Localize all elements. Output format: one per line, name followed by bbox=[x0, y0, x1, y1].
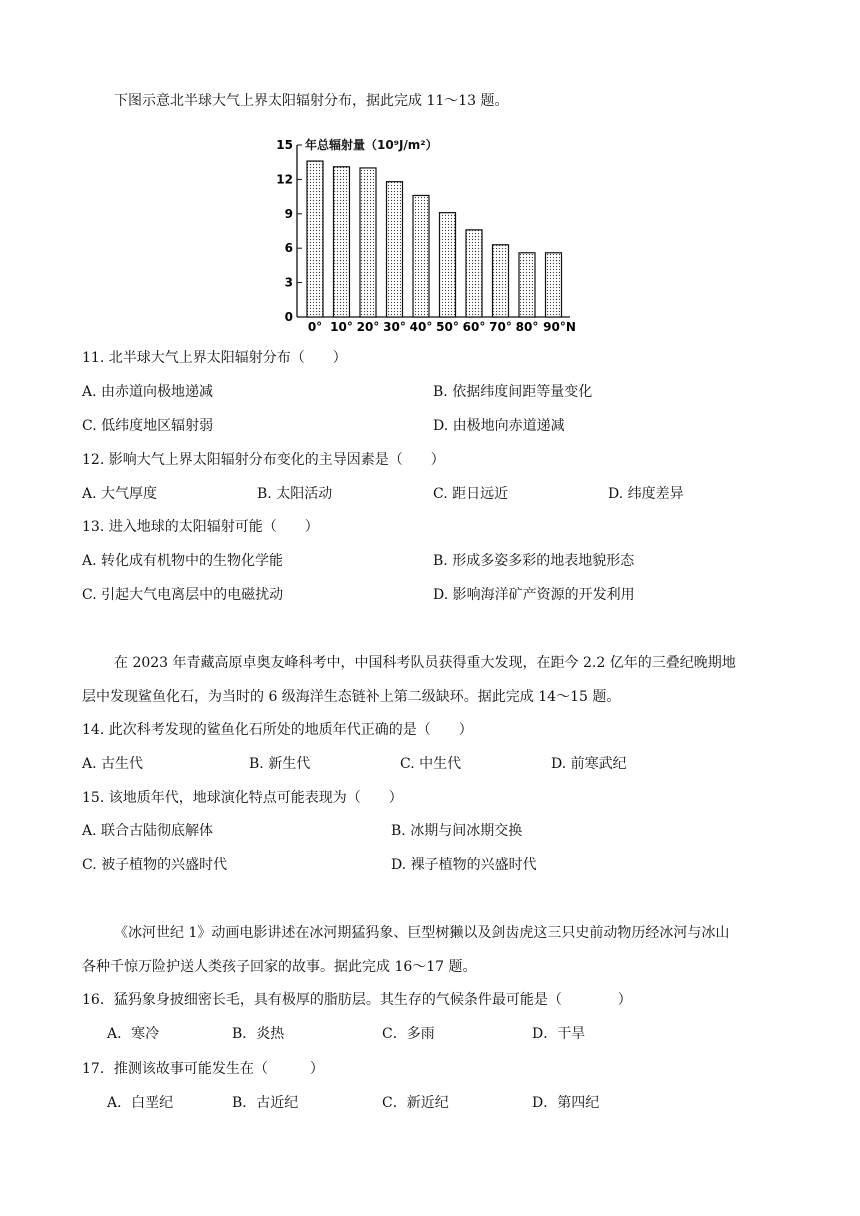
radiation-bar-chart bbox=[270, 130, 590, 335]
x-tick-label: 20° bbox=[356, 320, 380, 334]
x-tick-label: 10° bbox=[330, 320, 353, 334]
question-16-stem: 16．猛犸象身披细密长毛，具有极厚的脂肪层。其生存的气候条件最可能是（ ） bbox=[82, 992, 632, 1008]
q16-option-d[interactable]: D．干旱 bbox=[532, 1026, 586, 1042]
y-tick-label: 6 bbox=[284, 241, 293, 256]
q14-option-c[interactable]: C. 中生代 bbox=[400, 756, 462, 772]
q14-option-d[interactable]: D. 前寒武纪 bbox=[551, 756, 627, 772]
intro-paragraph-3-line-2: 各种千惊万险护送人类孩子回家的故事。据此完成 16～17 题。 bbox=[82, 959, 477, 975]
q17-option-b[interactable]: B．古近纪 bbox=[232, 1095, 299, 1111]
q12-option-a[interactable]: A. 大气厚度 bbox=[82, 486, 158, 502]
q15-option-b[interactable]: B. 冰期与间冰期交换 bbox=[391, 823, 523, 839]
intro-paragraph-2-line-1: 在 2023 年青藏高原卓奥友峰科考中，中国科考队员获得重大发现，在距今 2.2 亿年的三叠纪晚期地 bbox=[114, 655, 736, 671]
y-tick-label: 12 bbox=[276, 172, 293, 187]
q14-option-b[interactable]: B. 新生代 bbox=[249, 756, 311, 772]
bar bbox=[334, 167, 350, 317]
q16-option-b[interactable]: B．炎热 bbox=[232, 1026, 285, 1042]
bar bbox=[466, 230, 482, 317]
x-tick-label: 50° bbox=[436, 320, 459, 334]
y-tick-label: 15 bbox=[276, 138, 293, 152]
intro-paragraph-1: 下图示意北半球大气上界太阳辐射分布，据此完成 11～13 题。 bbox=[114, 93, 509, 109]
bar bbox=[387, 182, 403, 317]
y-tick-label: 3 bbox=[284, 275, 293, 290]
bar bbox=[413, 195, 429, 317]
x-tick-label: 90°N bbox=[543, 320, 576, 334]
q17-option-a[interactable]: A．白垩纪 bbox=[107, 1095, 174, 1111]
bar bbox=[546, 253, 562, 317]
q11-option-a[interactable]: A. 由赤道向极地递减 bbox=[82, 384, 214, 400]
question-11-stem: 11. 北半球大气上界太阳辐射分布（ ） bbox=[82, 350, 347, 366]
chart-title: 年总辐射量（10⁹J/m²） bbox=[305, 138, 438, 152]
x-tick-label: 30° bbox=[383, 320, 406, 334]
intro-paragraph-3-line-1: 《冰河世纪 1》动画电影讲述在冰河期猛犸象、巨型树獭以及剑齿虎这三只史前动物历经冰河与冰山 bbox=[114, 925, 730, 941]
bar bbox=[493, 245, 509, 317]
intro-paragraph-2-line-2: 层中发现鲨鱼化石，为当时的 6 级海洋生态链补上第二级缺环。据此完成 14～15 题。 bbox=[82, 689, 621, 705]
q14-option-a[interactable]: A. 古生代 bbox=[82, 756, 144, 772]
y-tick-label: 9 bbox=[284, 206, 293, 221]
y-tick-label: 0 bbox=[284, 310, 293, 324]
q17-option-c[interactable]: C．新近纪 bbox=[382, 1095, 449, 1111]
x-tick-label: 0° bbox=[307, 320, 323, 334]
q12-option-b[interactable]: B. 太阳活动 bbox=[257, 486, 333, 502]
question-14-stem: 14. 此次科考发现的鲨鱼化石所处的地质年代正确的是（ ） bbox=[82, 722, 473, 738]
bar bbox=[440, 213, 456, 317]
q12-option-d[interactable]: D. 纬度差异 bbox=[608, 486, 684, 502]
q11-option-b[interactable]: B. 依据纬度间距等量变化 bbox=[433, 384, 593, 400]
q13-option-c[interactable]: C. 引起大气电离层中的电磁扰动 bbox=[82, 587, 284, 603]
x-tick-label: 80° bbox=[515, 320, 539, 334]
q15-option-c[interactable]: C. 被子植物的兴盛时代 bbox=[82, 857, 228, 873]
question-15-stem: 15. 该地质年代，地球演化特点可能表现为（ ） bbox=[82, 790, 403, 806]
q16-option-a[interactable]: A．寒冷 bbox=[107, 1026, 160, 1042]
q13-option-a[interactable]: A. 转化成有机物中的生物化学能 bbox=[82, 553, 284, 569]
q15-option-a[interactable]: A. 联合古陆彻底解体 bbox=[82, 823, 214, 839]
q15-option-d[interactable]: D. 裸子植物的兴盛时代 bbox=[391, 857, 537, 873]
bar bbox=[519, 253, 535, 317]
q13-option-d[interactable]: D. 影响海洋矿产资源的开发利用 bbox=[433, 587, 635, 603]
question-13-stem: 13. 进入地球的太阳辐射可能（ ） bbox=[82, 519, 319, 535]
bar bbox=[360, 168, 376, 317]
q13-option-b[interactable]: B. 形成多姿多彩的地表地貌形态 bbox=[433, 553, 635, 569]
question-12-stem: 12. 影响大气上界太阳辐射分布变化的主导因素是（ ） bbox=[82, 452, 445, 468]
q16-option-c[interactable]: C．多雨 bbox=[382, 1026, 435, 1042]
question-17-stem: 17．推测该故事可能发生在（ ） bbox=[82, 1061, 324, 1077]
x-tick-label: 60° bbox=[462, 320, 486, 334]
q11-option-d[interactable]: D. 由极地向赤道递减 bbox=[433, 418, 565, 434]
q17-option-d[interactable]: D．第四纪 bbox=[532, 1095, 600, 1111]
q12-option-c[interactable]: C. 距日远近 bbox=[433, 486, 509, 502]
x-tick-label: 70° bbox=[489, 320, 512, 334]
q11-option-c[interactable]: C. 低纬度地区辐射弱 bbox=[82, 418, 214, 434]
x-tick-label: 40° bbox=[409, 320, 433, 334]
bar bbox=[307, 161, 323, 317]
